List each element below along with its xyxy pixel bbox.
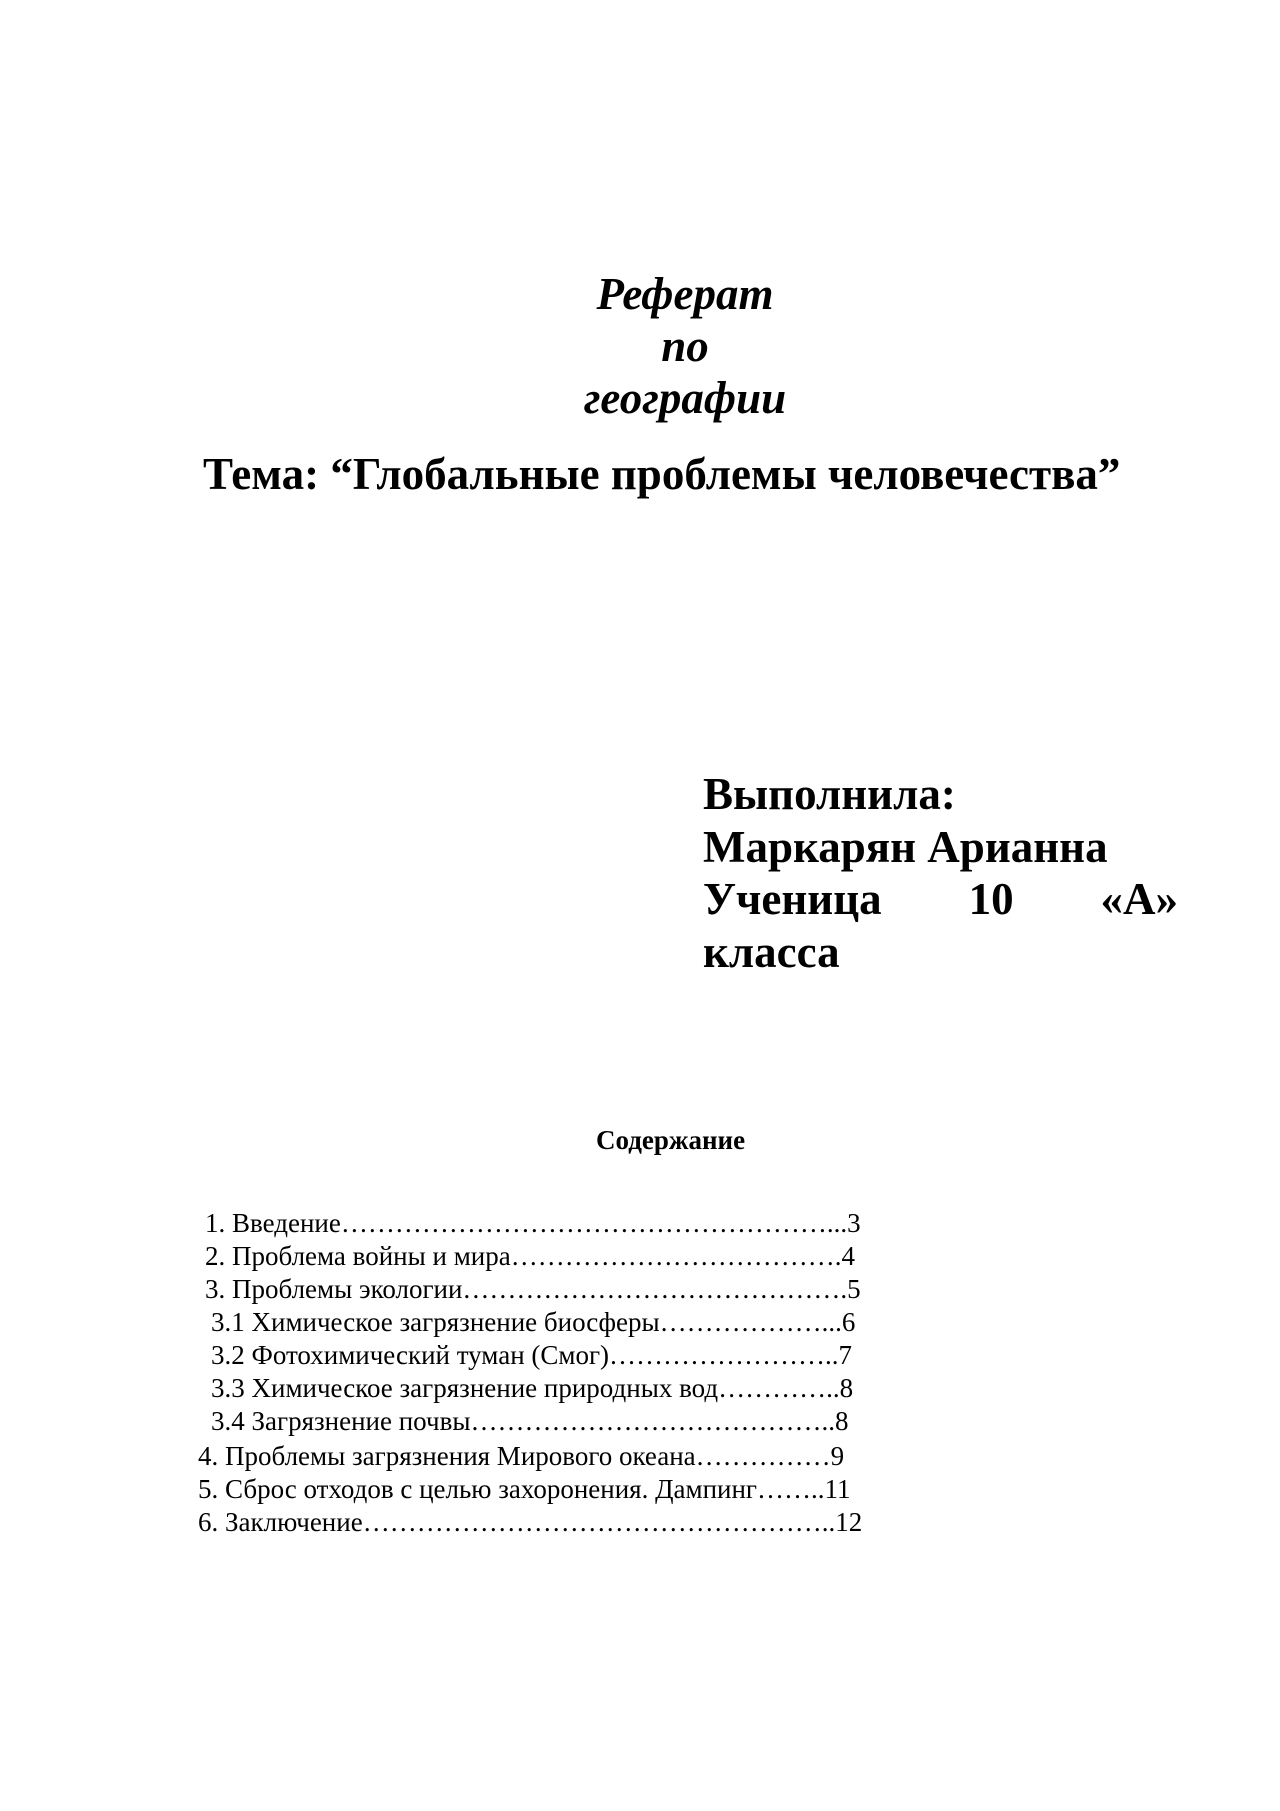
author-class-line xyxy=(703,874,1178,924)
author-label: Выполнила: xyxy=(703,769,956,819)
title-line-1: Реферат xyxy=(596,269,774,319)
toc-item: 3.4 Загрязнение почвы…………………………………..8 xyxy=(211,1406,849,1436)
toc-heading: Содержание xyxy=(596,1125,746,1155)
topic-heading: Тема: “Глобальные проблемы человечества” xyxy=(203,449,1121,499)
author-class-word-2: 10 xyxy=(968,874,1014,924)
toc-item: 5. Сброс отходов с целью захоронения. Дампинг……..11 xyxy=(198,1474,851,1504)
title-line-2: по xyxy=(661,321,709,371)
toc-item: 3.2 Фотохимический туман (Смог)……………………..7 xyxy=(211,1340,853,1370)
toc-item: 3.3 Химическое загрязнение природных вод…………..8 xyxy=(211,1373,854,1403)
toc-item: 4. Проблемы загрязнения Мирового океана……………9 xyxy=(198,1441,845,1471)
toc-item: 6. Заключение……………………………………………..12 xyxy=(198,1507,863,1537)
author-name: Маркарян Арианна xyxy=(703,822,1108,872)
toc-item: 2. Проблема войны и мира……………………………….4 xyxy=(205,1241,855,1271)
toc-item: 1. Введение………………………………………………...3 xyxy=(205,1208,861,1238)
title-line-3: географии xyxy=(583,373,787,423)
author-class-word-1: Ученица xyxy=(703,874,882,924)
toc-item: 3. Проблемы экологии…………………………………….5 xyxy=(205,1274,861,1304)
toc-item: 3.1 Химическое загрязнение биосферы………………...6 xyxy=(211,1307,856,1337)
author-class-word-3: «А» xyxy=(1100,874,1178,924)
author-class-end: класса xyxy=(703,927,840,977)
